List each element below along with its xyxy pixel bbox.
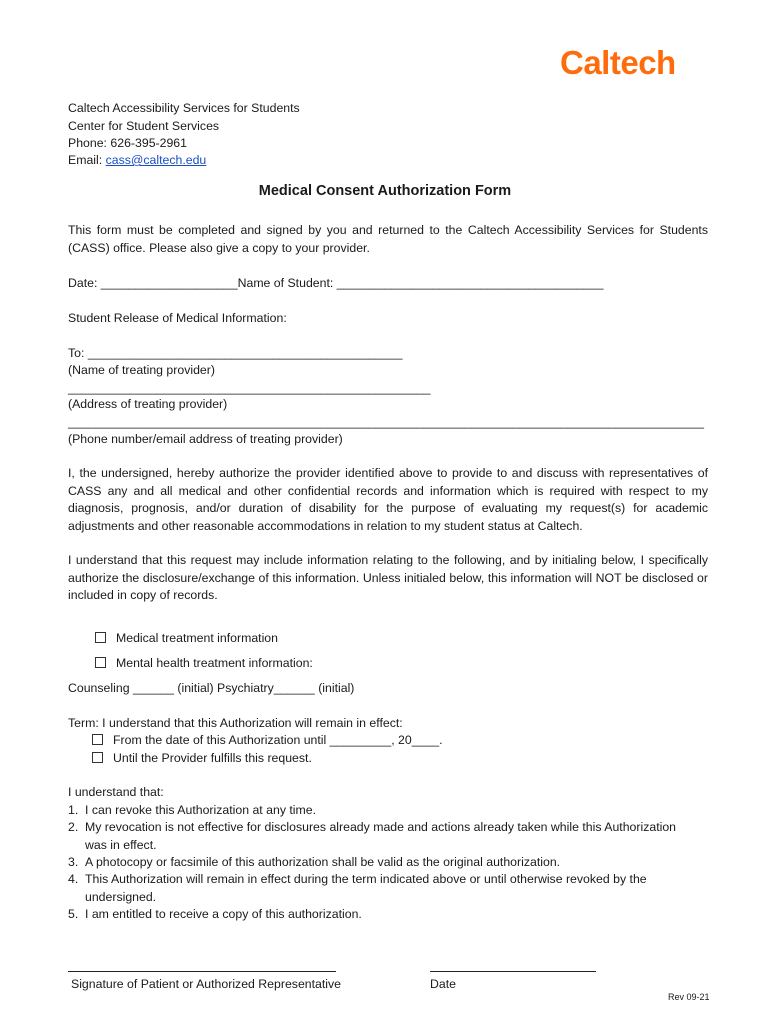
understand-paragraph: I understand that this request may include information relating to the following, and by initialing below, I specifically authorize the disclosure/exchange of this information. Unless initialed below, this information will NOT be disclosed or included in copy of records.	[68, 553, 708, 602]
provider-address-label: (Address of treating provider)	[68, 397, 228, 411]
form-title: Medical Consent Authorization Form	[258, 183, 512, 199]
term-label: Term: I understand that this Authorization will remain in effect:	[68, 716, 403, 730]
to-field[interactable]: To: ______________________________________________	[68, 346, 403, 360]
phone-label: Phone:	[68, 136, 107, 150]
mental-option-label: Mental health treatment information:	[116, 656, 313, 670]
counseling-initials[interactable]: Counseling ______ (initial) Psychiatry______ (initial)	[68, 681, 355, 695]
date-student-line	[68, 275, 603, 291]
signature-line[interactable]	[68, 971, 336, 972]
provider-name-label: (Name of treating provider)	[68, 363, 215, 377]
mental-option	[95, 655, 313, 671]
term-date-checkbox[interactable]	[92, 734, 103, 745]
email-link[interactable]: cass@caltech.edu	[105, 153, 207, 167]
date-label: Date	[430, 977, 456, 991]
email-label: Email:	[68, 153, 103, 167]
understand-that-heading: I understand that:	[68, 785, 164, 799]
release-heading: Student Release of Medical Information:	[68, 311, 287, 325]
list-item: 1. I can revoke this Authorization at any time.	[68, 803, 317, 817]
term-fulfill-checkbox[interactable]	[92, 752, 103, 763]
mental-checkbox[interactable]	[95, 657, 106, 668]
provider-address-field[interactable]: _____________________________________________________	[68, 381, 431, 395]
org-name: Caltech Accessibility Services for Students	[68, 101, 300, 115]
email-line	[68, 152, 206, 168]
intro-paragraph: This form must be completed and signed by you and returned to the Caltech Accessibility Services for Students (CASS) office. Please also give a copy to your provider.	[68, 223, 708, 255]
term-option-date	[92, 732, 443, 748]
date-signature-line[interactable]	[430, 971, 596, 972]
phone-line	[68, 135, 187, 151]
signature-label: Signature of Patient or Authorized Representative	[71, 977, 342, 991]
date-field[interactable]: Date: ____________________	[68, 276, 238, 290]
caltech-logo: Caltech	[560, 44, 676, 81]
phone-number: 626-395-2961	[110, 136, 187, 150]
term-date-label: From the date of this Authorization until _________, 20____.	[113, 733, 443, 747]
list-item: 3. A photocopy or facsimile of this authorization shall be valid as the original authorization.	[68, 855, 561, 869]
medical-option-label: Medical treatment information	[116, 631, 278, 645]
list-item: 2. My revocation is not effective for disclosures already made and actions already taken while this Authorization was in effect.	[68, 820, 677, 852]
medical-checkbox[interactable]	[95, 632, 106, 643]
provider-phone-field[interactable]: _____________________________________________________________________________________________	[68, 415, 705, 429]
list-item: 4. This Authorization will remain in effect during the term indicated above or until otherwise revoked by the undersigned.	[68, 872, 647, 904]
authorize-paragraph: I, the undersigned, hereby authorize the provider identified above to provide to and discuss with representatives of CASS any and all medical and other confidential records and information which is required with respect to my diagnosis, prognosis, and/or duration of disability for the purpose of evaluating my request(s) for academic adjustments and other reasonable accommodations in relation to my student status at Caltech.	[68, 466, 708, 533]
term-option-fulfill	[92, 750, 312, 766]
student-name-field[interactable]: Name of Student: _______________________________________	[237, 276, 604, 290]
medical-option	[95, 630, 278, 646]
revision-label: Rev 09-21	[668, 992, 710, 1002]
list-item: 5. I am entitled to receive a copy of this authorization.	[68, 907, 362, 921]
center-name: Center for Student Services	[68, 119, 220, 133]
provider-phone-label: (Phone number/email address of treating provider)	[68, 432, 343, 446]
term-fulfill-label: Until the Provider fulfills this request.	[113, 751, 312, 765]
